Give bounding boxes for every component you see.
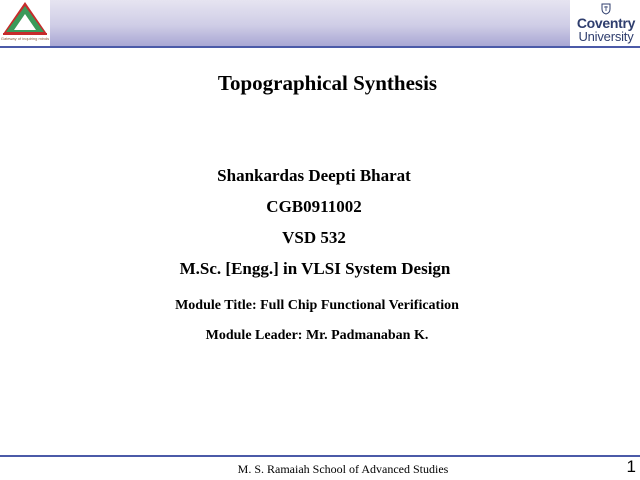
author-name: Shankardas Deepti Bharat bbox=[217, 166, 411, 185]
student-id: CGB0911002 bbox=[266, 197, 362, 216]
footer-school: M. S. Ramaiah School of Advanced Studies bbox=[237, 462, 449, 476]
footer-divider bbox=[0, 455, 640, 457]
slide-title: Topographical Synthesis bbox=[217, 71, 438, 95]
ramaiah-logo bbox=[0, 0, 50, 46]
coventry-logo bbox=[570, 0, 640, 46]
university-wordmark: University bbox=[578, 29, 634, 44]
coventry-wordmark: Coventry bbox=[576, 15, 636, 31]
header-divider bbox=[0, 46, 640, 48]
module-leader: Module Leader: Mr. Padmanaban K. bbox=[205, 328, 429, 343]
page-number: 1 bbox=[626, 457, 636, 476]
module-code: VSD 532 bbox=[282, 228, 346, 247]
program-name: M.Sc. [Engg.] in VLSI System Design bbox=[179, 259, 451, 278]
logo-tagline: Gateway of inquiring minds bbox=[0, 36, 50, 41]
header-band bbox=[50, 0, 570, 46]
module-title: Module Title: Full Chip Functional Verification bbox=[175, 298, 459, 313]
crest-icon bbox=[601, 3, 611, 15]
